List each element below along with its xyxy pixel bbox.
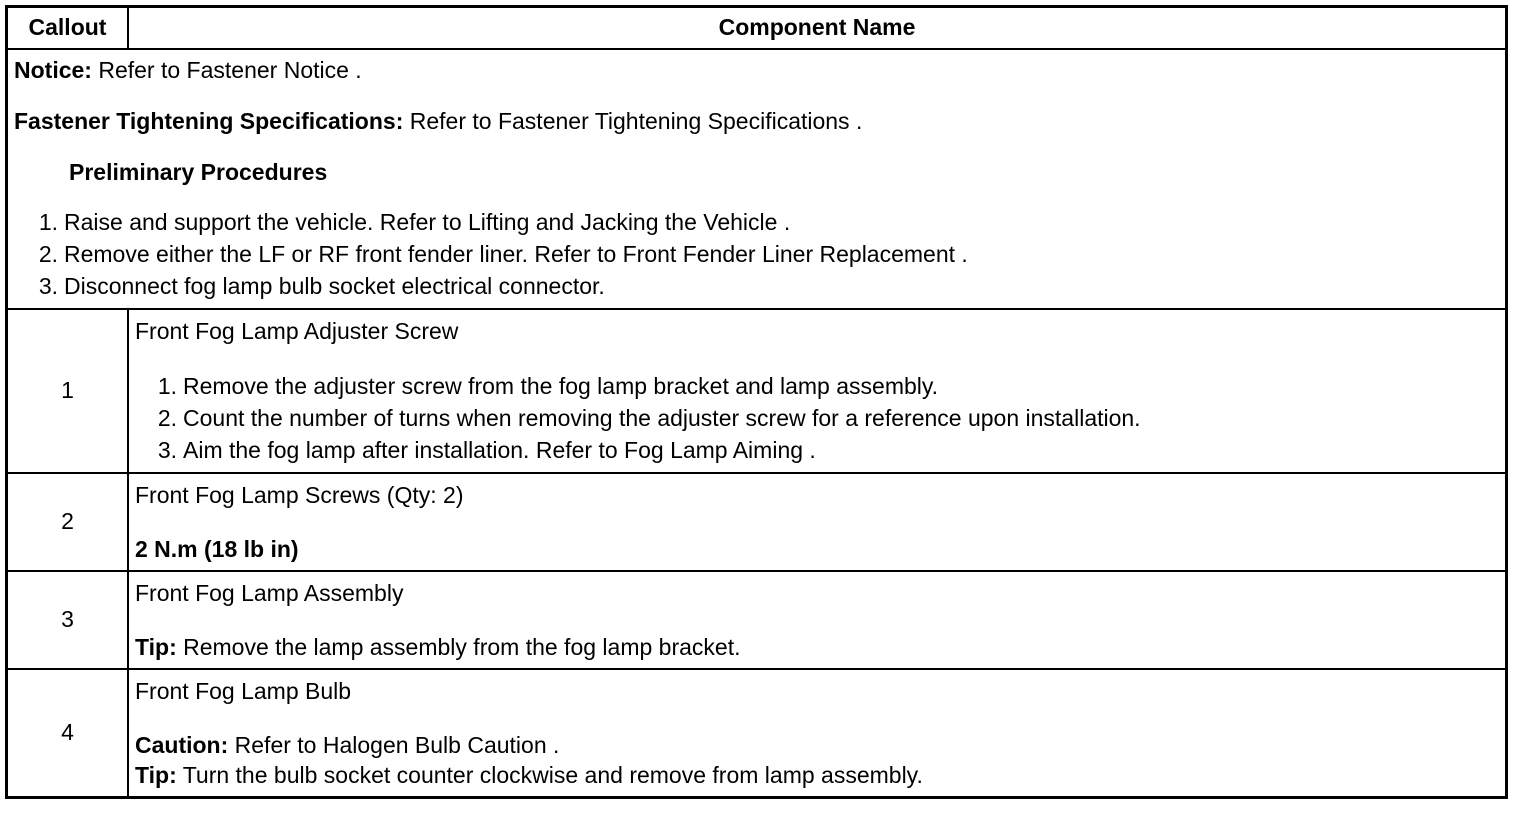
table-row: [7, 571, 1507, 669]
table-row: [7, 473, 1507, 571]
component-name: Front Fog Lamp Bulb: [135, 677, 352, 704]
step-text: Aim the fog lamp after installation. Refer to Fog Lamp Aiming .: [183, 436, 816, 463]
callout-number: 3: [7, 571, 129, 669]
list-item: [14, 270, 1499, 302]
spec-label: Fastener Tightening Specifications:: [14, 107, 404, 134]
step-number: 3.: [38, 272, 58, 299]
step-text: Raise and support the vehicle. Refer to Lifting and Jacking the Vehicle .: [64, 208, 791, 235]
component-name: Front Fog Lamp Adjuster Screw: [135, 317, 459, 344]
list-item: [135, 402, 1499, 434]
table-row: [7, 669, 1507, 798]
step-number: 2.: [38, 240, 58, 267]
prelim-heading: Preliminary Procedures: [69, 158, 328, 185]
step-text: Count the number of turns when removing the adjuster screw for a reference upon installation.: [183, 404, 1141, 431]
component-cell: [128, 571, 1507, 669]
step-text: Remove the adjuster screw from the fog lamp bracket and lamp assembly.: [183, 372, 939, 399]
component-cell: [128, 669, 1507, 798]
tip-text: Remove the lamp assembly from the fog lamp bracket.: [183, 633, 741, 660]
spec-text: Refer to Fastener Tightening Specifications .: [409, 107, 863, 134]
table-row: [7, 309, 1507, 473]
step-number: 3.: [157, 436, 177, 463]
step-number: 2.: [157, 404, 177, 431]
header-row: [7, 7, 1507, 49]
component-cell: [128, 309, 1507, 473]
prelim-steps: [14, 206, 1499, 302]
spec-paragraph: [14, 107, 1499, 135]
notice-paragraph: [14, 56, 1499, 84]
tip-label: Tip:: [135, 633, 177, 660]
tip-line: [135, 760, 1499, 790]
list-item: [14, 238, 1499, 270]
caution-text: Refer to Halogen Bulb Caution .: [234, 731, 560, 758]
torque-spec: 2 N.m (18 lb in): [135, 535, 299, 562]
list-item: [135, 370, 1499, 402]
callout-number: 4: [7, 669, 129, 798]
intro-cell: [7, 49, 1507, 309]
step-text: Disconnect fog lamp bulb socket electrical connector.: [64, 272, 605, 299]
list-item: [135, 434, 1499, 466]
tip-line: [135, 632, 1499, 662]
header-component-name: Component Name: [128, 7, 1507, 49]
component-name: Front Fog Lamp Screws (Qty: 2): [135, 481, 464, 508]
component-cell: [128, 473, 1507, 571]
tip-text: Turn the bulb socket counter clockwise and remove from lamp assembly.: [182, 761, 923, 788]
notice-label: Notice:: [14, 56, 92, 83]
component-steps: [135, 370, 1499, 466]
notice-text: Refer to Fastener Notice .: [98, 56, 362, 83]
step-number: 1.: [38, 208, 58, 235]
callout-number: 2: [7, 473, 129, 571]
procedure-table: [5, 5, 1508, 799]
intro-row: [7, 49, 1507, 309]
caution-line: [135, 730, 1499, 760]
step-number: 1.: [157, 372, 177, 399]
tip-label: Tip:: [135, 761, 177, 788]
list-item: [14, 206, 1499, 238]
header-callout: Callout: [7, 7, 129, 49]
callout-number: 1: [7, 309, 129, 473]
caution-label: Caution:: [135, 731, 229, 758]
component-name: Front Fog Lamp Assembly: [135, 579, 404, 606]
step-text: Remove either the LF or RF front fender liner. Refer to Front Fender Liner Replacement .: [64, 240, 968, 267]
